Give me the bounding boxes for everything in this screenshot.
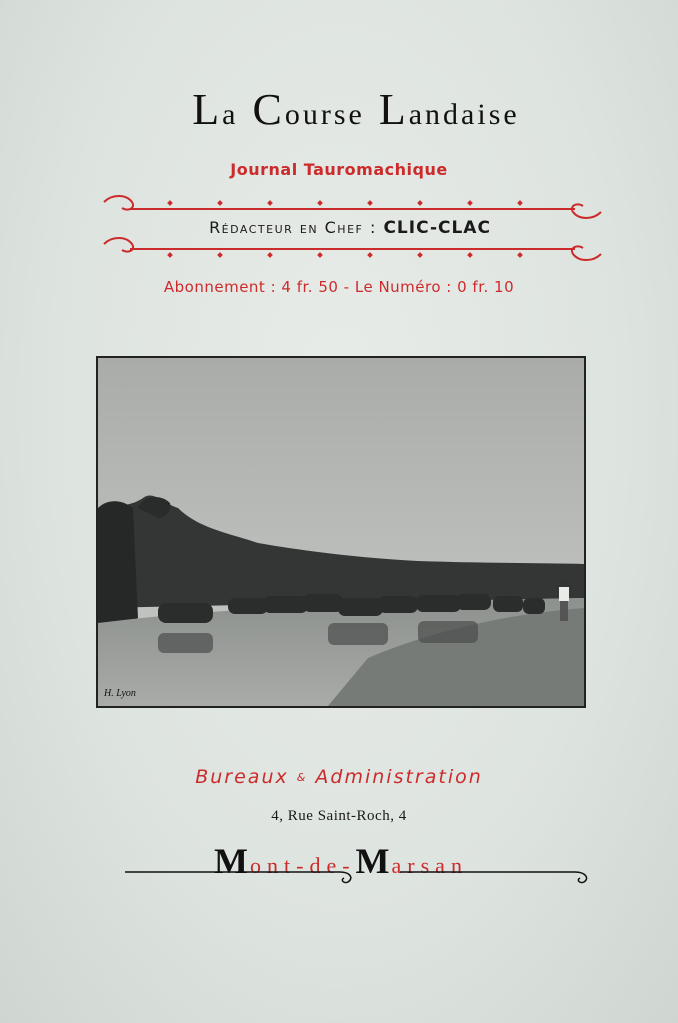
- subtitle: Journal Tauromachique: [230, 160, 448, 179]
- flourish-bottom-right: [572, 246, 601, 260]
- flourish-top-left: [104, 196, 133, 210]
- herd-at-water-photo: [98, 358, 584, 706]
- title-word-la: a: [222, 98, 239, 131]
- city-underline-flourish: [120, 866, 600, 892]
- editor-label: Rédacteur en Chef :: [209, 218, 377, 237]
- city-initial: M: [355, 841, 392, 881]
- journal-title: [86, 84, 626, 135]
- street-address: 4, Rue Saint-Roch, 4: [271, 808, 407, 824]
- title-letter: C: [252, 85, 285, 134]
- subscription-info: Abonnement : 4 fr. 50 - Le Numéro : 0 fr. 10: [163, 278, 515, 296]
- city-part: arsan: [391, 853, 468, 878]
- administration-word: Administration: [315, 766, 483, 788]
- flourish-top-right: [572, 204, 601, 218]
- left-trees: [98, 501, 138, 638]
- photograph: [96, 356, 586, 708]
- title-letter: L: [378, 85, 409, 134]
- title-letter: L: [192, 85, 223, 134]
- offices-heading: [0, 766, 678, 788]
- city-part: ont-de-: [250, 853, 356, 878]
- bureaux-word: Bureaux: [195, 766, 289, 788]
- title-word-course: ourse: [284, 98, 365, 131]
- editor-name: CLIC-CLAC: [383, 218, 491, 238]
- ampersand: &: [296, 771, 308, 784]
- title-word-landaise: andaise: [408, 98, 520, 131]
- flourish-bottom-left: [104, 238, 133, 252]
- editor-line: [125, 218, 575, 238]
- photographer-signature: H. Lyon: [104, 688, 136, 699]
- city-initial: M: [214, 841, 251, 881]
